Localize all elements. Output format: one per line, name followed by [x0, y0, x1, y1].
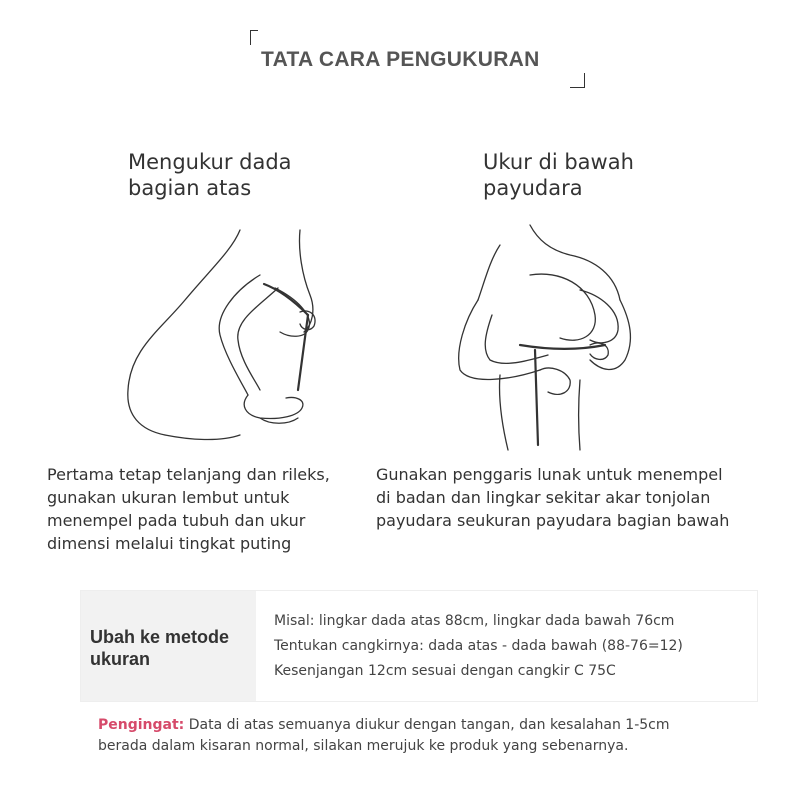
right-desc-line-1: Gunakan penggaris lunak untuk menempel — [376, 465, 723, 484]
reminder-note — [98, 715, 670, 757]
right-heading-line-1: Ukur di bawah — [483, 150, 634, 174]
right-heading — [483, 149, 634, 201]
left-desc-line-2: gunakan ukuran lembut untuk — [47, 488, 290, 507]
reminder-line-1 — [98, 715, 670, 736]
frame-corner-top-left — [250, 30, 258, 45]
left-description — [47, 463, 330, 555]
left-heading — [128, 149, 292, 201]
conversion-label-line-2: ukuran — [90, 649, 151, 669]
under-bust-measure-illustration-icon — [430, 220, 660, 455]
frame-corner-bottom-right — [570, 73, 585, 88]
conversion-line-2: Tentukan cangkirnya: dada atas - dada bawah (88-76=12) — [274, 638, 683, 654]
left-desc-line-3: menempel pada tubuh dan ukur — [47, 511, 306, 530]
right-desc-line-2: di badan dan lingkar sekitar akar tonjolan — [376, 488, 711, 507]
conversion-label — [90, 626, 229, 670]
reminder-text-1: Data di atas semuanya diukur dengan tangan, dan kesalahan 1-5cm — [184, 717, 670, 733]
conversion-line-1: Misal: lingkar dada atas 88cm, lingkar dada bawah 76cm — [274, 613, 675, 629]
conversion-label-panel — [81, 591, 256, 701]
left-desc-line-1: Pertama tetap telanjang dan rileks, — [47, 465, 330, 484]
reminder-key: Pengingat: — [98, 717, 185, 733]
left-heading-line-2: bagian atas — [128, 176, 252, 200]
right-desc-line-3: payudara seukuran payudara bagian bawah — [376, 511, 730, 530]
left-heading-line-1: Mengukur dada — [128, 150, 292, 174]
page-title: TATA CARA PENGUKURAN — [261, 48, 540, 71]
size-conversion-box — [80, 590, 758, 702]
title-frame — [250, 30, 585, 88]
reminder-text-2: berada dalam kisaran normal, silakan merujuk ke produk yang sebenarnya. — [98, 738, 629, 754]
left-desc-line-4: dimensi melalui tingkat puting — [47, 534, 292, 553]
conversion-lines — [274, 609, 683, 684]
right-heading-line-2: payudara — [483, 176, 583, 200]
upper-bust-measure-illustration-icon — [120, 220, 350, 450]
conversion-label-line-1: Ubah ke metode — [90, 627, 230, 647]
conversion-line-3: Kesenjangan 12cm sesuai dengan cangkir C 75C — [274, 663, 616, 679]
right-description — [376, 463, 729, 532]
